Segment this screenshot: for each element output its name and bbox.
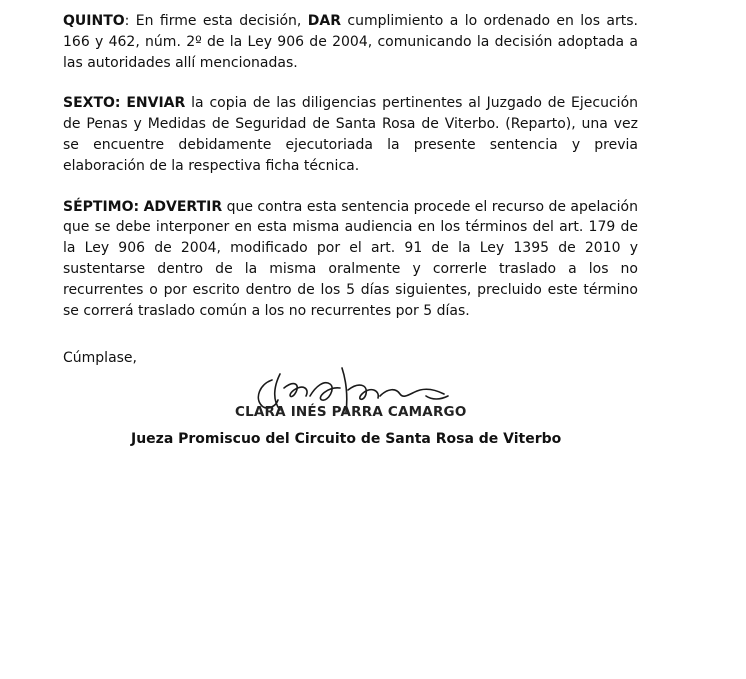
text-quinto: cumplimiento a lo ordenado en los arts. 166 y 462, núm. 2º de la Ley 906 de 2004, comunicando la decisión adoptada a las autoridades allí mencionadas. <box>63 13 638 71</box>
text-sexto: la copia de las diligencias pertinentes al Juzgado de Ejecución de Penas y Medidas de Seguridad de Santa Rosa de Viterbo. (Reparto), una vez se encuentre debidamente ejecutoriada la presente sentencia y previa elaboración de la respectiva ficha técnica. <box>63 95 639 174</box>
keyword-enviar: ENVIAR <box>126 95 186 112</box>
keyword-dar: DAR <box>307 13 342 29</box>
text-septimo: que contra esta sentencia procede el recurso de apelación que se debe interponer en esta misma audiencia en los términos del art. 179 de la Ley 906 de 2004, modificado por el art. 91 de la Ley 1395 de 2010 y sustentarse dentro de la misma oralmente y correrle traslado a los no recurrentes o por escrito dentro de los 5 días siguientes, precluido este término se correrá traslado común a los no recurrentes por 5 días. <box>63 198 638 319</box>
heading-septimo: SÉPTIMO: <box>63 198 140 215</box>
closing-text: Cúmplase, <box>63 350 137 366</box>
heading-quinto: QUINTO <box>63 13 125 29</box>
document-body <box>63 11 638 341</box>
signer-role: Jueza Promiscuo del Circuito de Santa Rosa de Viterbo <box>131 431 562 447</box>
heading-sexto: SEXTO: <box>63 95 121 112</box>
paragraph-quinto <box>63 11 638 73</box>
keyword-advertir: ADVERTIR <box>143 198 223 215</box>
paragraph-septimo <box>63 197 638 322</box>
paragraph-sexto <box>63 93 638 176</box>
signer-name: CLARA INÉS PARRA CAMARGO <box>235 404 467 420</box>
separator-quinto: : En firme esta decisión, <box>124 13 308 29</box>
